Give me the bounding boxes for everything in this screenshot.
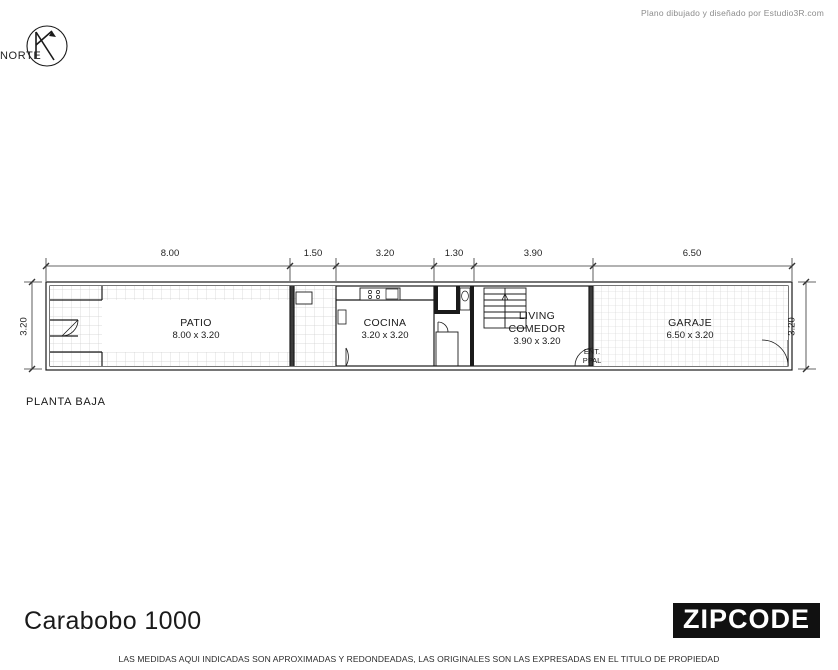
room-dimensions: 6.50 x 3.20 [666,330,714,342]
disclaimer-text: LAS MEDIDAS AQUI INDICADAS SON APROXIMADAS Y REDONDEADAS, LAS ORIGINALES SON LAS EXPRESADAS EN EL TITULO DE PROPIEDAD [118,654,720,664]
room-label-living-comedor [477,310,597,348]
compass-label: NORTE [0,50,42,62]
room-name: GARAJE [668,317,712,329]
dimension-top-4: 1.30 [444,248,464,259]
dimension-top-5: 3.90 [523,248,543,259]
dimension-top-1: 8.00 [160,248,180,259]
room-name: PATIO [180,317,212,329]
brand-logo: ZIPCODE [673,603,820,638]
dimension-right-1: 3.20 [786,317,798,336]
entrance-tag-line1: ENT. [583,347,601,356]
floor-label: PLANTA BAJA [26,396,106,408]
entrance-tag [562,348,622,365]
room-name: COCINA [363,317,407,329]
dimension-left-1: 3.20 [18,317,30,336]
dimension-top-2: 1.50 [303,248,323,259]
room-label-garaje [630,317,750,342]
room-label-patio [136,317,256,342]
entrance-tag-line2: PPAL [582,355,602,365]
room-name: LIVING [518,310,556,322]
room-dimensions: 3.90 x 3.20 [513,336,561,348]
room-name-secondary: COMEDOR [508,323,566,336]
address-title: Carabobo 1000 [24,607,202,635]
dimension-top-3: 3.20 [375,248,395,259]
room-label-cocina [325,317,445,342]
room-dimensions: 8.00 x 3.20 [172,330,220,342]
credit-text: Plano dibujado y diseñado por Estudio3R.com [641,8,824,18]
dimension-top-6: 6.50 [682,248,702,259]
room-dimensions: 3.20 x 3.20 [361,330,409,342]
